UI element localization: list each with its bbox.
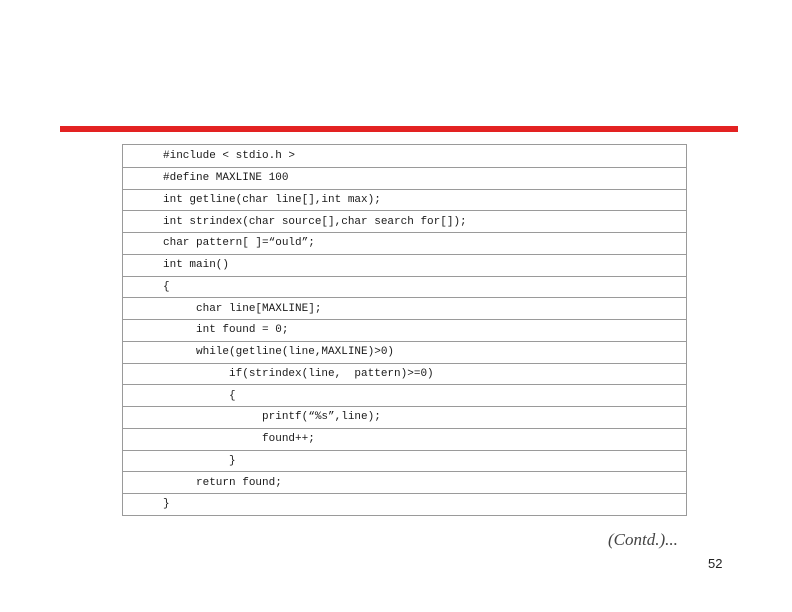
page-number: 52 — [708, 556, 723, 571]
code-line: printf(“%s”,line); — [123, 407, 687, 429]
code-row — [123, 472, 687, 494]
code-row — [123, 385, 687, 407]
code-line: int found = 0; — [123, 320, 687, 342]
code-row — [123, 233, 687, 255]
code-row — [123, 450, 687, 472]
code-listing-table — [122, 144, 687, 516]
code-row — [123, 145, 687, 168]
code-row — [123, 254, 687, 276]
contd-label: (Contd.)... — [608, 530, 678, 549]
title-rule — [60, 126, 738, 132]
code-line: while(getline(line,MAXLINE)>0) — [123, 341, 687, 363]
code-line: return found; — [123, 472, 687, 494]
code-row — [123, 494, 687, 516]
code-row — [123, 189, 687, 211]
code-line: found++; — [123, 428, 687, 450]
code-line: char pattern[ ]=“ould”; — [123, 233, 687, 255]
code-row — [123, 276, 687, 298]
code-row — [123, 211, 687, 233]
code-line: #define MAXLINE 100 — [123, 167, 687, 189]
code-line: { — [123, 276, 687, 298]
code-row — [123, 407, 687, 429]
code-row — [123, 428, 687, 450]
code-row — [123, 320, 687, 342]
code-row — [123, 167, 687, 189]
code-line: char line[MAXLINE]; — [123, 298, 687, 320]
code-line: } — [123, 494, 687, 516]
code-line: int strindex(char source[],char search for[]); — [123, 211, 687, 233]
code-line: } — [123, 450, 687, 472]
code-line: int main() — [123, 254, 687, 276]
code-line: #include < stdio.h > — [123, 145, 687, 168]
code-row — [123, 363, 687, 385]
code-line: int getline(char line[],int max); — [123, 189, 687, 211]
code-row — [123, 341, 687, 363]
code-line: if(strindex(line, pattern)>=0) — [123, 363, 687, 385]
code-line: { — [123, 385, 687, 407]
code-row — [123, 298, 687, 320]
